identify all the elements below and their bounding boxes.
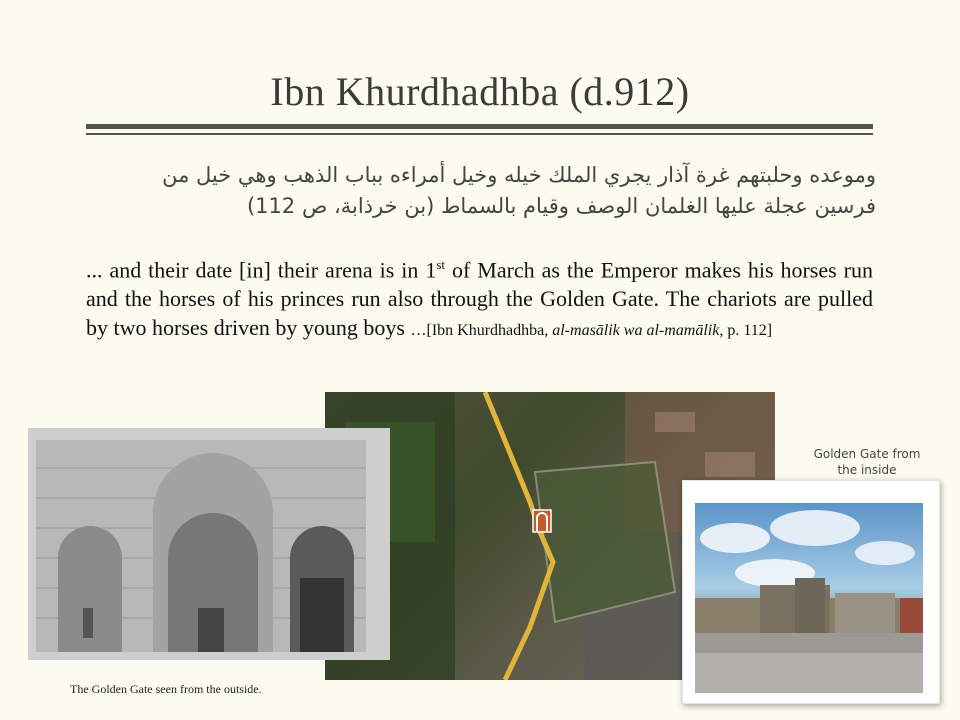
translation-superscript: st [436,257,446,272]
citation-start: …[Ibn Khurdhadhba, [410,322,553,340]
citation [410,322,772,339]
translation-part-1: ... and their date [in] their arena is in 1 [86,257,437,283]
arabic-quote-line-1: وموعده وحلبتهم غرة آذار يجري الملك خيله وخيل أمراءه بباب الذهب وهي خيل من [162,163,876,187]
citation-end: , p. 112] [719,322,773,340]
title-rule-thin [86,133,873,135]
arabic-quote-line-2: فرسين عجلة عليها الغلمان الوصف وقيام بالسماط (بن خرذابة، ص 112) [246,194,876,218]
caption-outside: The Golden Gate seen from the outside. [70,682,262,696]
golden-gate-inside-frame [682,480,940,704]
arabic-quote [120,160,876,222]
golden-gate-inside-photo [695,503,923,693]
golden-gate-outside-photo [28,428,390,660]
english-translation [86,250,873,345]
slide-title: Ibn Khurdhadhba (d.912) [270,69,690,114]
translation-part-2: of March as the Emperor makes his horses run and the horses of his princes run also through the Golden Gate. The chariots are pulled by two horses driven by young boys [86,257,873,341]
title-rule-thick [86,124,873,129]
caption-inside: Golden Gate from the inside [813,447,921,477]
citation-title: al-masālik wa al-mamālik [552,322,720,340]
golden-gate-outside-drawing [28,428,390,660]
golden-gate-inside-drawing [695,503,923,693]
